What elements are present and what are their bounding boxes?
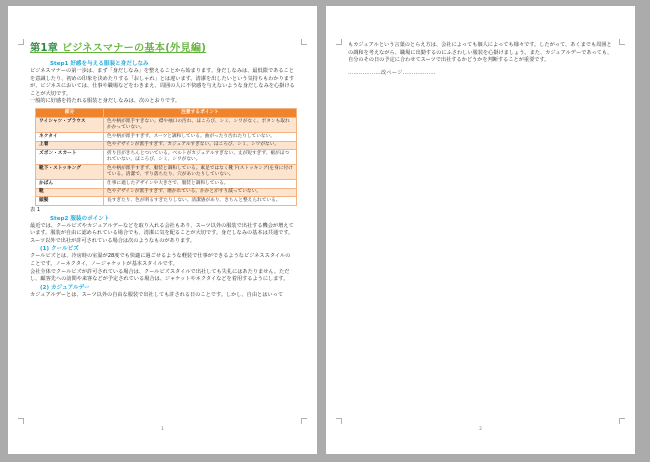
crop-mark-bottom-left [18, 418, 24, 424]
table-row [36, 117, 297, 132]
table-cell-point: 色や柄が派手すぎず、スーツと調和している。曲がったり汚れたりしていない。 [104, 132, 297, 141]
table-cell-part: ネクタイ [36, 132, 104, 141]
table-cell-point: 仕事に適したデザインや大きさで、服装と調和している。 [104, 180, 297, 189]
crop-mark-top-left [18, 39, 24, 45]
crop-mark-bottom-right [619, 418, 625, 424]
crop-mark-top-left [336, 39, 342, 45]
section-1-paragraph: ビジネスマナーの第一歩は、まず「身だしなみ」を整えることから始まります。身だしなみは、最低限であることを意識したり、初めの印象を決めたりする「おしゃれ」とは違います。清潔を出したいという気持ちもわかりますが、ビジネスにおいては、仕事や職場などをわきまえ、周囲の人に不快感を与えないような身だしなみを心掛けることが大切です。 [30, 68, 295, 97]
table-cell-point: 色や柄が派手すぎず、服装と調和している。素足ではなく靴下(ストッキング)を身に付けている。清潔で、ずり落ちたり、穴があいたりしていない。 [104, 165, 297, 180]
section-1-heading: Step1 好感を与える服装と身だしなみ [50, 61, 149, 67]
table-cell-part: 上着 [36, 141, 104, 150]
table-cell-part: 頭髪 [36, 197, 104, 206]
document-page-2[interactable] [326, 6, 635, 454]
section-2-paragraph-1: 最近では、クールビズやカジュアルデーなどを取り入れる会社もあり、スーツ以外の服装で出社する機会が増えています。服装が自由に認められている場合でも、清潔に気を配ることが大切です。身だしなみの基本は共通です。 [30, 222, 294, 237]
page-number: 1 [161, 427, 164, 432]
page-break-line-left: ……………… [348, 69, 381, 76]
chapter-title [30, 42, 295, 55]
continued-paragraph: もカジュアルという言葉のとらえ方は、会社によっても個人によっても様々です。したがって、あくまでも周囲との調和を考えながら、職場に出勤するのにふさわしい服装を心掛けましょう。また、カジュアルデーであっても、自分のその日の予定に合わせてスーツで出社するかどうかを判断することが重要です。 [348, 42, 613, 64]
page-break-marker [348, 70, 613, 78]
table-row [36, 188, 297, 197]
page-break-label: 改ページ [380, 69, 403, 76]
crop-mark-top-right [619, 39, 625, 45]
table-row [36, 165, 297, 180]
table-cell-part: ワイシャツ・ブラウス [36, 117, 104, 132]
subsection-1-paragraph-2: 会社全体でクールビズが許可されている場合は、クールビズスタイルで出社しても失礼にはあたりません。ただし、顧客先への訪問や来客などが予定されている場合は、ジャケットやネクタイなどを着用するようにします。 [30, 268, 290, 283]
table-row [36, 197, 297, 206]
table-cell-part: ズボン・スカート [36, 150, 104, 165]
table-body [36, 117, 297, 205]
subsection-2-heading: (2) カジュアルデー [40, 284, 90, 291]
table-cell-part: 靴下・ストッキング [36, 165, 104, 180]
table-row [36, 141, 297, 150]
crop-mark-bottom-left [336, 418, 342, 424]
crop-mark-bottom-right [301, 418, 307, 424]
subsection-2-paragraph: カジュアルデーとは、スーツ以外の自由な服装で出社しても許される日のことです。しかし、自由とはいって [30, 291, 283, 298]
table-cell-point: 長すぎたり、色が明るすぎたりしない。清潔感があり、きちんと整えられている。 [104, 197, 297, 206]
table-header-part: 部分 [36, 108, 104, 117]
section-2-heading: Step2 服装のポイント [50, 215, 110, 222]
page-2-content[interactable] [348, 42, 613, 77]
page-1-content[interactable] [30, 42, 295, 299]
table-cell-point: 色やデザインが派手すぎず、カジュアルすぎない。ほころび、シミ、シワがない。 [104, 141, 297, 150]
table-cell-point: 色や柄が派手すぎない。襟や袖口の汚れ、ほころび、シミ、シワがなく、ボタンも取れかかっていない。 [104, 117, 297, 132]
chapter-number: 第1章 [30, 43, 59, 54]
table-caption: 表 1 [30, 206, 41, 213]
page-number: 2 [479, 427, 482, 432]
subsection-1-heading: (1) クールビズ [40, 246, 79, 253]
page-break-line-right: ……………… [402, 69, 436, 76]
table-cell-part: 靴 [36, 188, 104, 197]
table-cell-point: 折り目がきちんとついている。ベルトがカジュアルすぎない。丈が短すぎず、裾がほつれていない。ほころび、シミ、シワがない。 [104, 150, 297, 165]
table-header-point: 注意するポイント [104, 108, 297, 117]
table-cell-part: かばん [36, 180, 104, 189]
document-page-1[interactable] [8, 6, 317, 454]
subsection-1-paragraph-1: クールビズとは、冷房時の室温が28度でも快適に過ごせるような軽装で仕事ができるようなビジネススタイルのことです。ノーネクタイ、ノージャケットが基本スタイルです。 [30, 253, 291, 267]
dress-code-table [35, 108, 297, 206]
section-2-paragraph-2: スーツ以外で出社が許可されている場合は次のようなものがあります。 [30, 237, 196, 244]
table-cell-point: 色やデザインが派手すぎず、磨かれている。かかとがすり減っていない。 [104, 188, 297, 197]
chapter-subtitle: ビジネスマナーの基本(外見編) [61, 43, 207, 54]
table-row [36, 180, 297, 189]
crop-mark-top-right [301, 39, 307, 45]
section-1-intro: 一般的に好感を持たれる服装と身だしなみは、次のとおりです。 [30, 98, 181, 105]
table-row [36, 150, 297, 165]
table-row [36, 132, 297, 141]
